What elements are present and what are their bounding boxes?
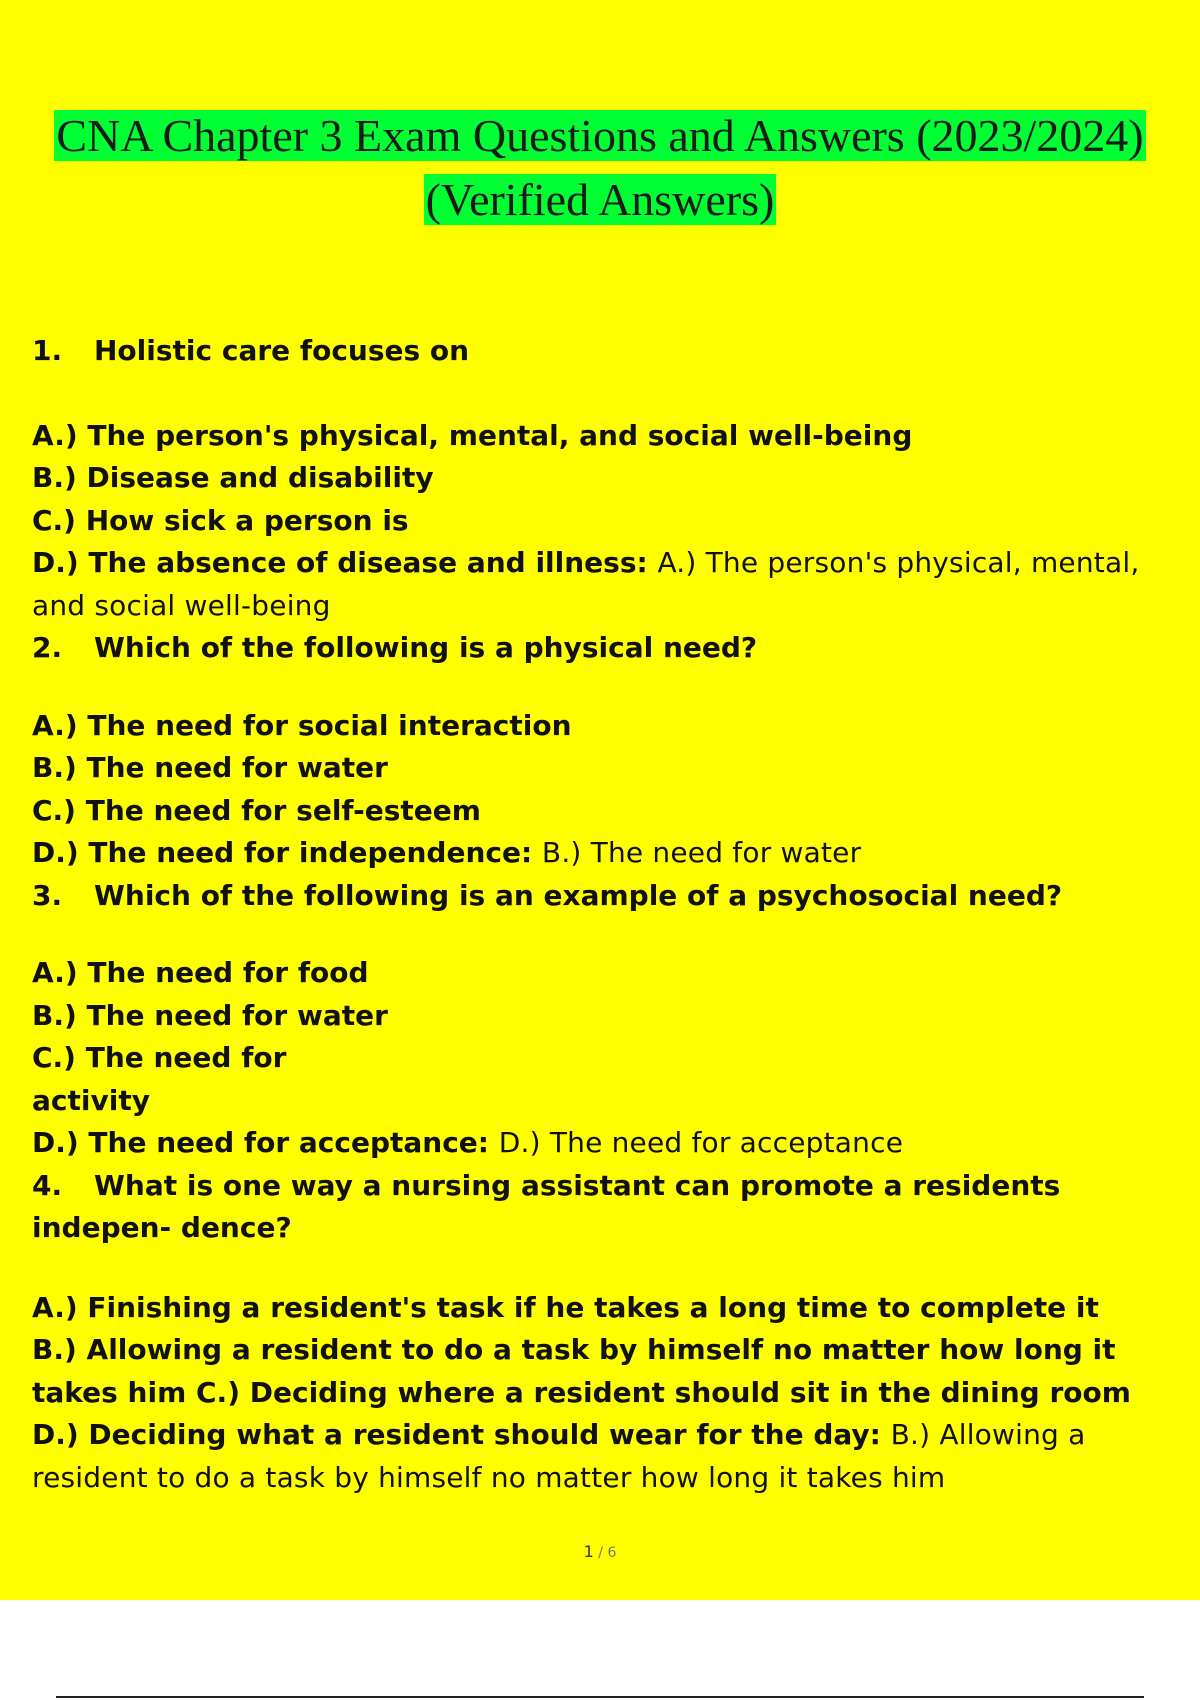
page-separator: / bbox=[593, 1545, 608, 1561]
option-d: D.) The need for acceptance: bbox=[32, 1126, 489, 1159]
question-heading bbox=[32, 330, 1192, 373]
question-text: What is one way a nursing assistant can promote a residents indepen- dence? bbox=[32, 1168, 1061, 1244]
question-number: 3. bbox=[32, 878, 63, 912]
question-3 bbox=[32, 875, 1192, 1165]
question-4 bbox=[32, 1165, 1192, 1500]
title-line-1: CNA Chapter 3 Exam Questions and Answers (2023/2024) bbox=[56, 110, 1144, 161]
document-title bbox=[0, 104, 1200, 232]
question-1 bbox=[32, 330, 1192, 627]
question-heading bbox=[32, 627, 1192, 670]
option-b: B.) The need for water bbox=[32, 998, 388, 1032]
page-indicator bbox=[0, 1542, 1200, 1561]
question-heading bbox=[32, 1165, 1192, 1250]
question-list bbox=[32, 330, 1192, 1499]
question-text: Holistic care focuses on bbox=[94, 334, 470, 367]
answer-text: D.) The need for acceptance bbox=[498, 1126, 904, 1159]
question-number: 1. bbox=[32, 334, 63, 367]
option-d: D.) The absence of disease and illness: bbox=[32, 546, 648, 579]
option-b: B.) The need for water bbox=[32, 751, 388, 784]
option-a: A.) The need for food bbox=[32, 956, 369, 989]
answer-text: B.) The need for water bbox=[541, 836, 862, 869]
answer-text: A.) The person's physical, mental, and social well-being bbox=[32, 546, 1140, 622]
option-d: D.) Deciding what a resident should wear for the day: bbox=[32, 1418, 881, 1451]
question-text: Which of the following is a physical need? bbox=[94, 631, 758, 664]
option-b-and-c: B.) Allowing a resident to do a task by himself no matter how long it takes him C.) Deciding where a resident should sit in the dining room bbox=[32, 1333, 1131, 1409]
option-d-with-answer bbox=[32, 832, 1192, 875]
option-d: D.) The need for independence: bbox=[32, 836, 533, 869]
question-number: 2. bbox=[32, 631, 63, 664]
page-divider bbox=[56, 1696, 1144, 1698]
question-heading bbox=[32, 875, 1192, 918]
option-a: A.) Finishing a resident's task if he takes a long time to complete it bbox=[32, 1290, 1099, 1324]
option-d-with-answer bbox=[32, 1122, 1192, 1165]
option-a: A.) The need for social interaction bbox=[32, 708, 572, 742]
option-c: C.) The need for bbox=[32, 1041, 287, 1074]
question-2 bbox=[32, 627, 1192, 875]
page-current: 1 bbox=[583, 1542, 594, 1561]
option-c: C.) The need for self-esteem bbox=[32, 793, 481, 827]
title-line-2: (Verified Answers) bbox=[425, 174, 775, 225]
option-a: A.) The person's physical, mental, and social well-being bbox=[32, 418, 913, 452]
answer-text: B.) Allowing a resident to do a task by himself no matter how long it takes him bbox=[32, 1418, 1086, 1494]
option-d-with-answer bbox=[32, 542, 1192, 627]
option-d-with-answer bbox=[32, 1414, 1192, 1499]
question-text: Which of the following is an example of a psychosocial need? bbox=[94, 878, 1063, 912]
option-b: B.) Disease and disability bbox=[32, 461, 434, 494]
question-number: 4. bbox=[32, 1168, 63, 1202]
page-total: 6 bbox=[607, 1545, 617, 1561]
option-c: C.) How sick a person is bbox=[32, 503, 409, 537]
option-c-continued: activity bbox=[32, 1083, 150, 1117]
